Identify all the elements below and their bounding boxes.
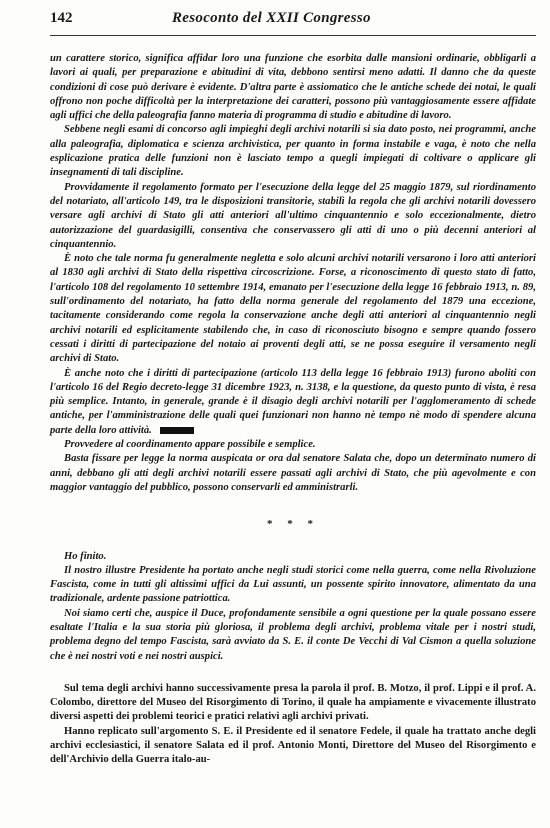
- paragraph-coordination: Provvedere al coordinamento appare possibile e semplice.: [64, 439, 316, 451]
- page-header: [50, 10, 536, 36]
- paragraph-participation-text: È anche noto che i diritti di partecipazione (articolo 113 della legge 16 febbraio 1913) furono aboliti con l'articolo 16 del Regio decreto-legge 31 dicembre 1923, n. 3138, e la questione, da questo punto di vista, è resa più semplice. Intanto, in generale, grande è il disagio degli archivi notarili per l'agglomeramento di schede antiche, per l'amministrazione delle quali quei funzionari non hanno nè tempo nè modo di spendere alcuna parte della loro attività.: [50, 367, 536, 436]
- section-separator: * * *: [267, 518, 319, 531]
- paragraph-president: Il nostro illustre Presidente ha portato anche negli studi storici come nella guerra, come nella Rivoluzione Fascista, come in tutti gli altissimi uffici da Lui assunti, un possente spirito innovatore, alimentato da una tradizionale, ardente passione patriottica.: [50, 564, 536, 605]
- running-title: Resoconto del XXII Congresso: [172, 10, 371, 26]
- paragraph-participation-rights: [50, 367, 536, 438]
- paragraph-duce: Noi siamo certi che, auspice il Duce, profondamente sensibile a ogni questione per la quale possano essere esaltate l'Italia e la sua storia più gloriosa, il problema degli archivi, problema vitale per i nostri studi, problema degno del tempo Fascista, sarà avviato da S. E. il conte De Vecchi di Val Cismon a quella soluzione che è nei nostri voti e nei nostri auspici.: [50, 607, 536, 662]
- paragraph-regulation-1879: Provvidamente il regolamento formato per l'esecuzione della legge del 25 maggio 1879, sul riordinamento del notariato, all'articolo 149, tra le disposizioni transitorie, stabilì la regola che gli archivi notarili dovessero versare agli archivi di Stato gli atti anteriori all'ultimo cinquantennio e solo eccezionalmente, dietro autorizzazione del guardasigilli, consentiva che conservassero gli atti di uno o più decenni anteriori al cinquantennio.: [50, 181, 536, 250]
- paragraph-closing: Ho finito.: [64, 550, 107, 562]
- paragraph-speakers: Sul tema degli archivi hanno successivamente presa la parola il prof. B. Motzo, il prof. Lippi e il prof. A. Colombo, direttore del Museo del Risorgimento di Torino, il quale ha ampiamente e vivacemente illustrato diversi aspetti dei problemi teorici e pratici relativi agli archivi privati.: [50, 682, 536, 723]
- body-text: [50, 52, 536, 768]
- paragraph-exams: Sebbene negli esami di concorso agli impieghi degli archivi notarili si sia dato posto, nei programmi, anche alla paleografia, diplomatica e scienza archivistica, per quanto in forma instabile e vaga, è noto che nella esplicazione pratica delle funzioni non è lasciato tempo a quegli impiegati di coltivare o applicare gli insegnamenti di tali discipline.: [50, 124, 536, 179]
- paragraph-proposal: Basta fissare per legge la norma auspicata or ora dal senatore Salata che, dopo un determinato numero di anni, debbano gli atti degli archivi notarili essere passati agli archivi di Stato, che più agevolmente e con maggior vantaggio del pubblico, possono conservarli ed amministrarli.: [50, 453, 536, 493]
- redaction-mark: [160, 427, 194, 434]
- paragraph-gap: [50, 664, 536, 682]
- paragraph-replies: Hanno replicato sull'argomento S. E. il Presidente ed il senatore Fedele, il quale ha trattato anche degli archivi ecclesiastici, il senatore Salata ed il prof. Antonio Monti, Direttore del Museo del Risorgimento e dell'Archivio della Guerra italo-au-: [50, 725, 536, 766]
- paragraph-norm-neglected: È noto che tale norma fu generalmente negletta e solo alcuni archivi notarili versarono i loro atti anteriori al 1830 agli archivi di Stato della rispettiva circoscrizione. Forse, a riconoscimento di questo stato di fatto, l'articolo 108 del regolamento 10 settembre 1914, emanato per l'esecuzione della legge 16 febbraio 1913, n. 89, sull'ordinamento del notariato, ha fatto della norma generale del regolamento del 1879 una eccezione, tacitamente considerando come regola la conservazione anche degli atti anteriori al cinquantennio negli archivi notarili ed esplicitamente stabilendo che, in caso di riconosciuto bisogno e sempre quando fossero cessati i diritti di partecipazione del notaio ai proventi degli atti, se ne possa eseguire il versamento negli archivi di Stato.: [50, 253, 536, 365]
- page-number: 142: [50, 10, 73, 26]
- paragraph-continuation: un carattere storico, significa affidar loro una funzione che esorbita dalle mansioni ordinarie, obbligarli a lavori ai quali, per preparazione e abitudini di vita, debbono sentirsi meno adatti. Il danno che da queste condizioni di cose può derivare è evidente. D'altra parte è assiomatico che le antiche schede dei notai, le quali offrono non poche difficoltà per la interpretazione dei caratteri, possono più vantaggiosamente essere affidate agli uffici che della paleografia fanno materia di programma di studio e abitudine di lavoro.: [50, 53, 536, 122]
